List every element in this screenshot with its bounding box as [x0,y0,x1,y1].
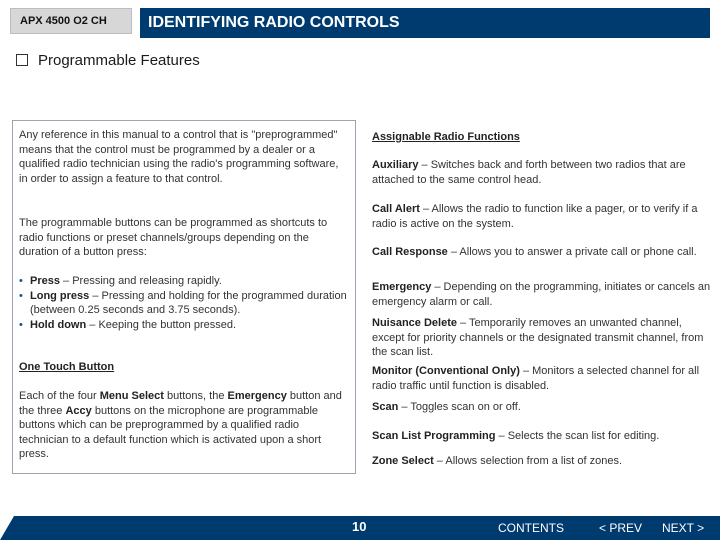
page-title: IDENTIFYING RADIO CONTROLS [140,8,710,38]
list-item-term: Press [30,275,60,287]
list-item-desc: – Pressing and releasing rapidly. [59,275,222,287]
checkbox-bullet-icon [16,54,28,66]
press-types-list [19,274,349,332]
function-term: Auxiliary [372,159,419,171]
function-term: Emergency [372,281,432,293]
function-term: Scan List Programming [372,430,496,442]
footer-bar [0,516,720,540]
function-term: Nuisance Delete [372,317,457,329]
prev-link[interactable]: < PREV [599,521,643,535]
list-item-term: Hold down [30,318,87,331]
one-touch-paragraph [19,389,349,462]
function-desc: – Monitors a selected channel for all radio traffic until function is disabled. [372,365,700,392]
function-item [372,429,716,444]
intro-paragraph: Any reference in this manual to a control that is "preprogrammed" means that the control must be programmed by a dealer or a qualified radio technician using the radio's programming software, in order to assign a feature to that control. [19,129,339,185]
list-item-desc: – Keeping the button pressed. [86,318,237,331]
function-term: Scan [372,401,399,413]
text-run: Each of the four [19,390,100,402]
text-run-bold: Accy [65,404,92,417]
text-run-bold: Menu Select [99,390,164,402]
section-heading-text: Programmable Features [38,52,200,69]
footer-notch [0,516,14,540]
function-term: Call Response [372,246,448,258]
model-label: APX 4500 O2 CH [10,8,132,34]
function-desc: – Allows the radio to function like a pager, or to verify if a radio is active on the system. [372,203,698,230]
section-heading [16,52,200,69]
function-term: Zone Select [372,455,434,467]
function-item [372,280,716,309]
page-number: 10 [352,519,367,534]
list-item [19,318,349,333]
function-desc: – Allows you to answer a private call or phone call. [447,246,697,258]
shortcuts-paragraph: The programmable buttons can be programmed as shortcuts to radio functions or preset channels/groups depending on the duration of a button press: [19,217,328,258]
function-item [372,245,716,260]
function-desc: – Selects the scan list for editing. [495,430,660,442]
function-item [372,202,716,231]
function-item [372,454,716,469]
list-item-term: Long press [30,289,90,302]
function-item [372,158,716,187]
function-term: Monitor (Conventional Only) [372,365,520,377]
function-desc: – Toggles scan on or off. [398,401,521,413]
function-item [372,364,716,393]
function-item [372,400,716,415]
list-item [19,274,349,289]
assignable-functions-heading: Assignable Radio Functions [372,131,520,143]
one-touch-heading: One Touch Button [19,361,115,373]
contents-link[interactable]: CONTENTS [498,521,564,535]
function-desc: – Allows selection from a list of zones. [433,455,623,467]
function-item [372,316,716,360]
function-term: Call Alert [372,203,420,215]
text-run: buttons on the microphone are programmable buttons which can be preprogrammed by a qualified radio technician to a default function which is activated upon a short press. [19,404,322,460]
function-desc: – Switches back and forth between two radios that are attached to the same control head. [372,159,686,186]
text-run: buttons, the [163,390,228,402]
list-item [19,289,349,318]
function-desc: – Depending on the programming, initiates or cancels an emergency alarm or call. [372,281,711,308]
text-run: button and the three [19,390,342,417]
list-item-desc: – Pressing and holding for the programmed duration (between 0.25 seconds and 3.75 seconds). [30,289,347,316]
text-run-bold: Emergency [227,390,287,402]
next-link[interactable]: NEXT > [662,521,705,535]
function-desc: – Temporarily removes an unwanted channel, except for priority channels or the designated transmit channel, from the scan list. [372,317,704,358]
